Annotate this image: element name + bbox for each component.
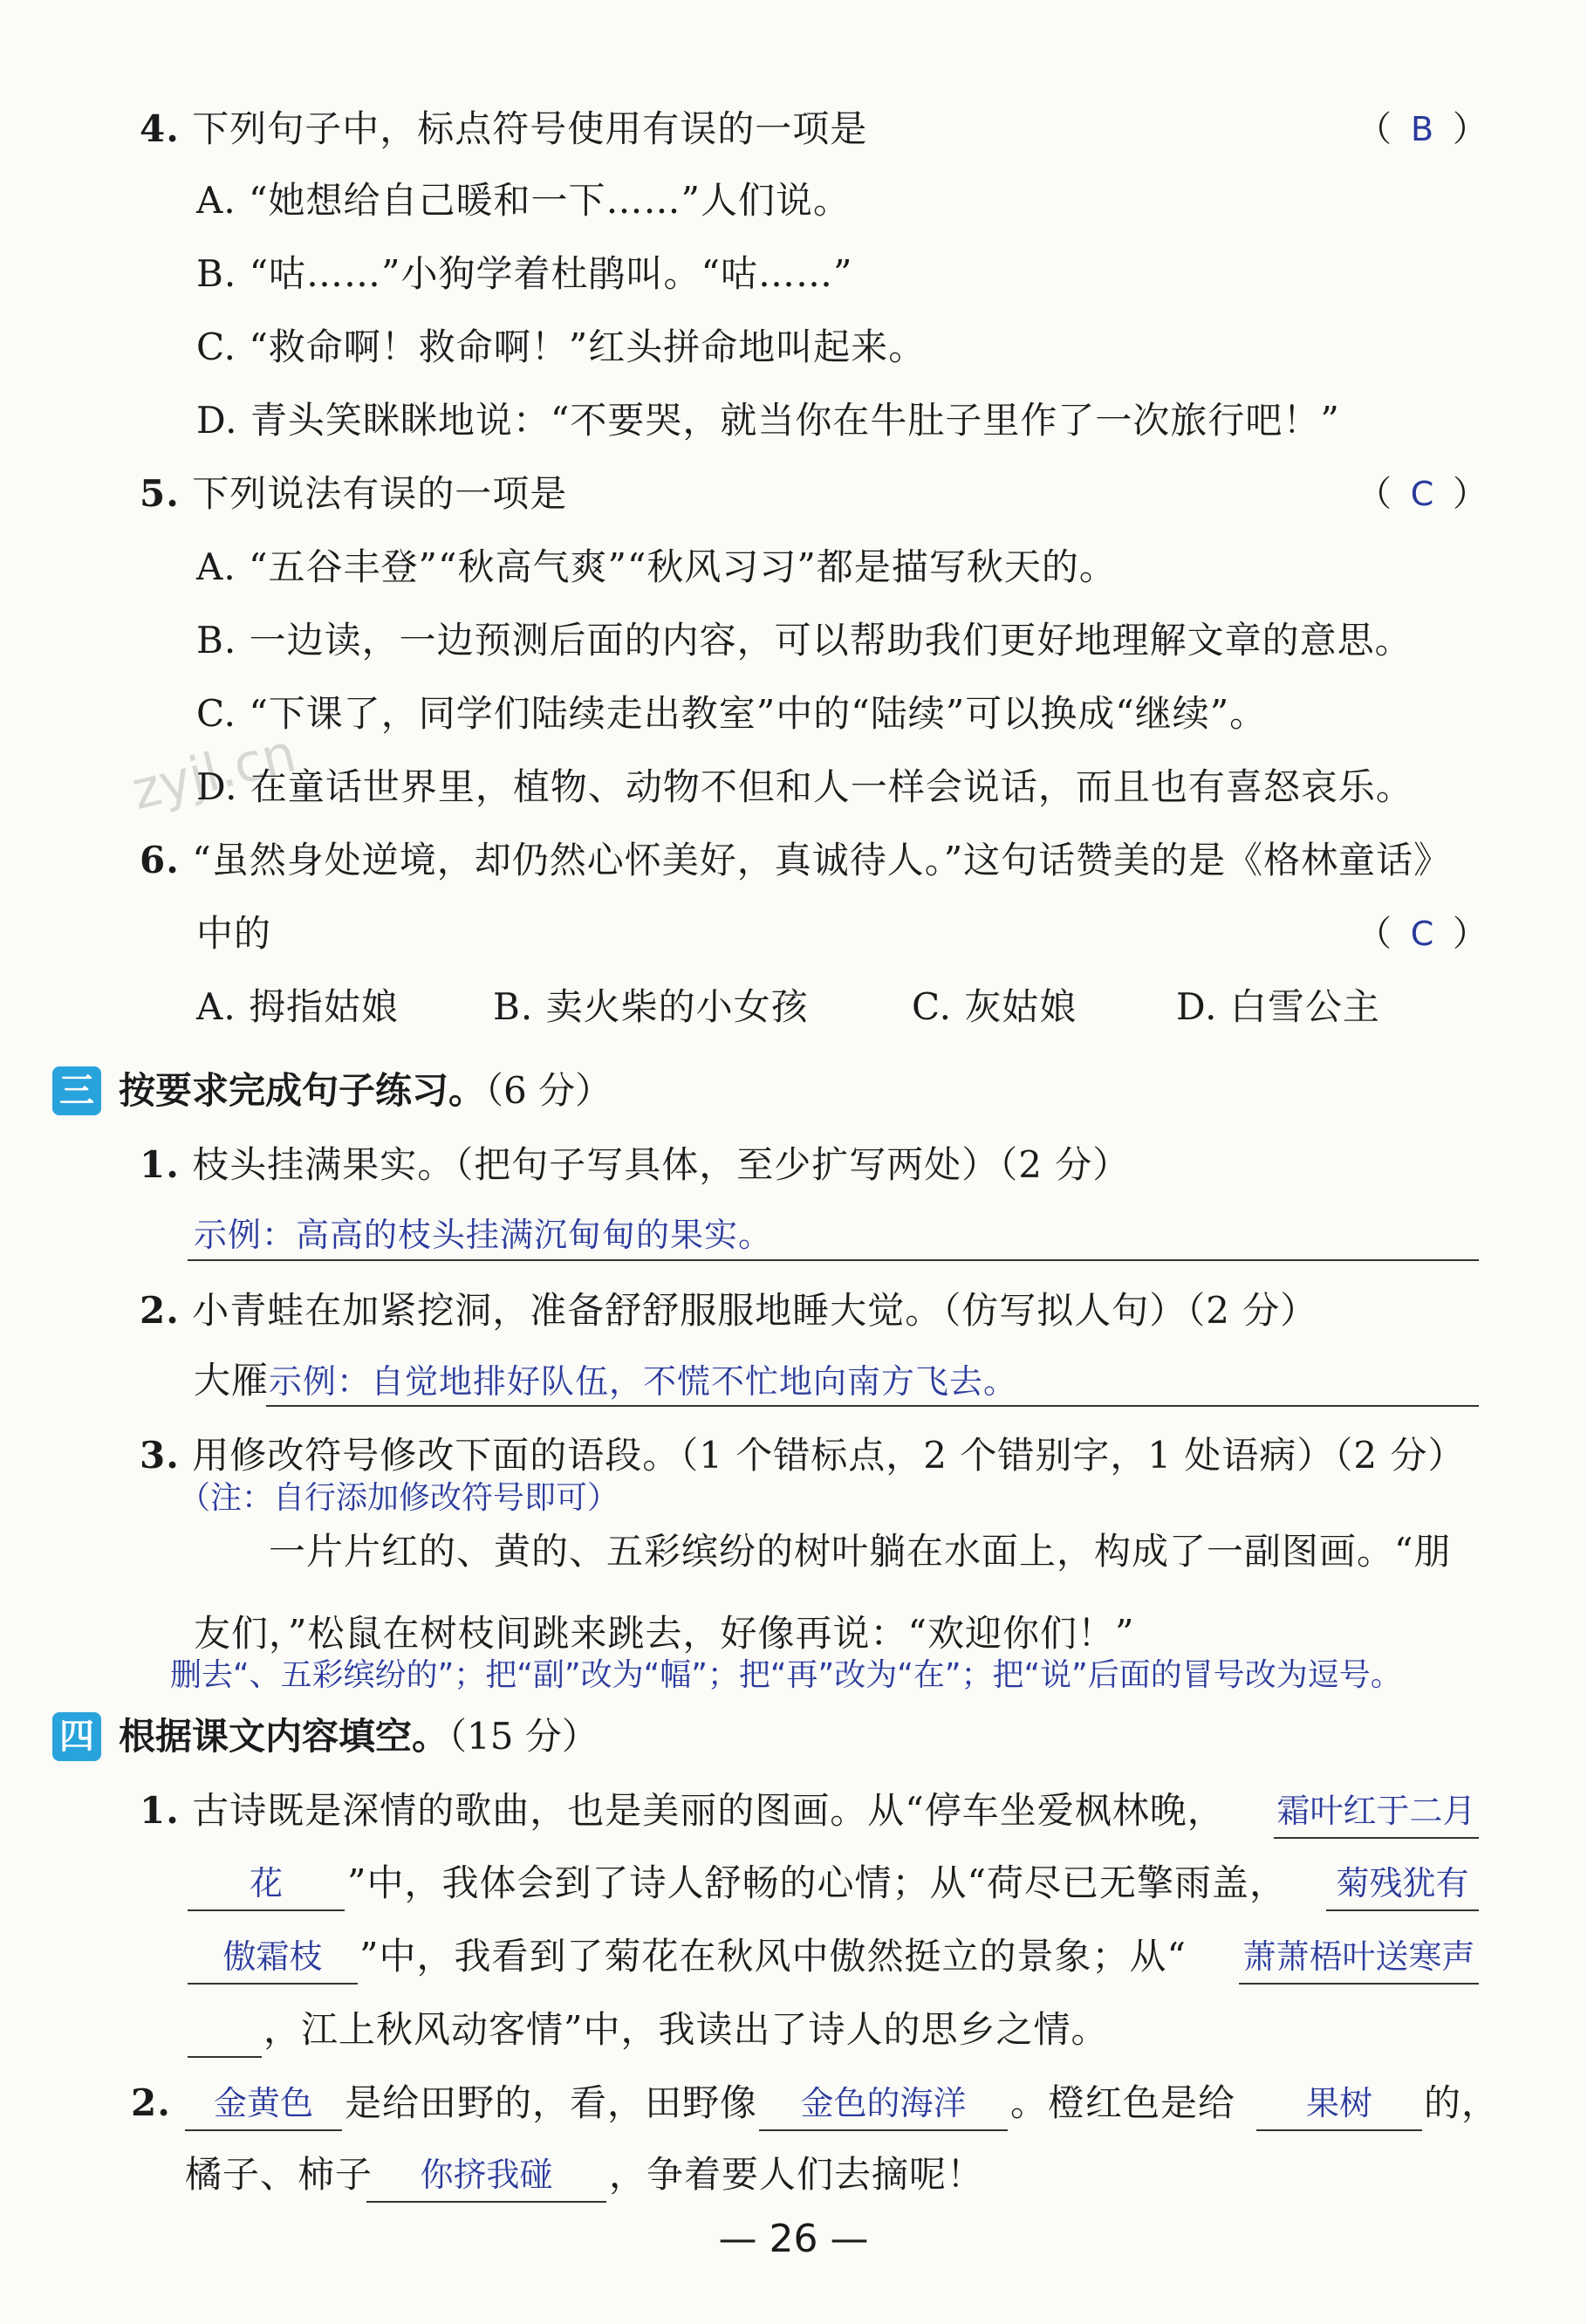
s4-q2-blank4 (366, 2149, 606, 2203)
s4-q2-number-wrap (131, 2077, 171, 2129)
watermark: zyjl.cn (126, 723, 303, 822)
s4-q1-blank1b (188, 1857, 345, 1911)
s3-q3-note: （注：自行添加修改符号即可） (179, 1480, 619, 1516)
section-4-title (119, 1710, 599, 1763)
paren-close: ） (1453, 914, 1488, 954)
q6-answer-paren (1357, 908, 1488, 960)
q6-option-b: B. 卖火柴的小女孩 (493, 985, 809, 1028)
s4-q2-blank2 (759, 2077, 1008, 2131)
s4-q2-answer3: 果树 (1305, 2084, 1372, 2122)
s4-q1-blank3 (1239, 1930, 1479, 1985)
q4-option-d: D. 青头笑眯眯地说：“不要哭，就当你在牛肚子里作了一次旅行吧！” (196, 399, 1340, 442)
q4-answer: B (1410, 110, 1434, 148)
s4-q1-blank1a (1274, 1785, 1479, 1839)
q6-option-c: C. 灰姑娘 (912, 985, 1077, 1028)
s4-q2-blank3 (1256, 2077, 1422, 2131)
q6-option-d: D. 白雪公主 (1176, 985, 1380, 1028)
s3-q1 (140, 1139, 1130, 1191)
s4-q2-answer1: 金黄色 (213, 2084, 313, 2122)
s3-q3-answer: 删去“、五彩缤纷的”；把“副”改为“幅”；把“再”改为“在”；把“说”后面的冒号改为逗号。 (170, 1657, 1402, 1693)
q5-option-b: B. 一边读，一边预测后面的内容，可以帮助我们更好地理解文章的意思。 (196, 619, 1413, 662)
s4-q1-answer1a: 霜叶红于二月 (1276, 1792, 1476, 1830)
q6-answer: C (1410, 915, 1434, 953)
s4-q1-answer3: 萧萧梧叶送寒声 (1242, 1937, 1475, 1976)
s3-q3-text: 用修改符号修改下面的语段。（1 个错标点，2 个错别字，1 处语病）（2 分） (192, 1434, 1466, 1477)
q6-option-a: A. 拇指姑娘 (196, 985, 400, 1028)
s4-q2-text-a: 是给田野的，看，田野像 (345, 2081, 758, 2124)
s3-q2-text: 小青蛙在加紧挖洞，准备舒舒服服地睡大觉。（仿写拟人句）（2 分） (192, 1289, 1318, 1332)
section-3-badge: 三 (52, 1066, 101, 1115)
q6-stem-line1: “虽然身处逆境，却仍然心怀美好，真诚待人。”这句话赞美的是《格林童话》 (192, 839, 1452, 881)
section-3-title (119, 1065, 612, 1117)
q6-number: 6. (140, 839, 180, 881)
q5-stem (140, 468, 567, 520)
s3-q2-number: 2. (140, 1289, 180, 1332)
s4-q2-answer2: 金色的海洋 (800, 2084, 967, 2122)
section-4-title-text: 根据课文内容填空。 (119, 1715, 449, 1758)
q4-option-c: C. “救命啊！救命啊！”红头拼命地叫起来。 (196, 326, 927, 368)
s3-q2 (140, 1285, 1317, 1337)
s4-q1-blank3-tail (188, 2004, 262, 2058)
s3-q3-number: 3. (140, 1434, 180, 1477)
s4-q1-blank2b (188, 1930, 358, 1985)
s4-q2-number: 2. (131, 2081, 171, 2124)
q4-stem-text: 下列句子中，标点符号使用有误的一项是 (192, 107, 868, 150)
page-number: — 26 — (718, 2217, 869, 2261)
paren-open: （ (1357, 109, 1392, 149)
paren-close: ） (1453, 474, 1488, 514)
section-4-badge: 四 (52, 1712, 101, 1761)
q4-stem (140, 103, 867, 155)
s4-q2-text-c: 的， (1424, 2081, 1500, 2124)
s4-q1-text-d: ，江上秋风动客情”中，我读出了诗人的思乡之情。 (263, 2008, 1109, 2051)
s3-q1-answer-line (188, 1259, 1479, 1261)
paren-close: ） (1453, 109, 1488, 149)
s4-q2-text-d: 橘子、柿子 (185, 2153, 373, 2196)
s3-q1-text: 枝头挂满果实。（把句子写具体，至少扩写两处）（2 分） (192, 1143, 1131, 1186)
q4-number: 4. (140, 107, 180, 150)
s3-q1-number: 1. (140, 1143, 180, 1186)
q5-option-a: A. “五谷丰登”“秋高气爽”“秋风习习”都是描写秋天的。 (196, 545, 1117, 588)
q5-option-d: D. 在童话世界里，植物、动物不但和人一样会说话，而且也有喜怒哀乐。 (196, 765, 1413, 808)
s4-q2-blank1 (185, 2077, 342, 2131)
q5-answer: C (1410, 475, 1434, 513)
s3-q2-answer: 示例：自觉地排好队伍，不慌不忙地向南方飞去。 (269, 1362, 1018, 1401)
section-3-points: （6 分） (485, 1069, 612, 1112)
s3-q3-passage-line1: 一片片红的、黄的、五彩缤纷的树叶躺在水面上，构成了一副图画。“朋 (269, 1530, 1452, 1573)
q5-answer-paren (1357, 468, 1488, 520)
s4-q1-answer2a: 菊残犹有 (1336, 1864, 1469, 1902)
q6-stem (140, 834, 1451, 887)
s4-q1-text-b: ”中，我体会到了诗人舒畅的心情；从“荷尽已无擎雨盖， (347, 1861, 1287, 1904)
q6-stem-line2: 中的 (196, 912, 272, 955)
paren-open: （ (1357, 914, 1392, 954)
s4-q1-number: 1. (140, 1789, 180, 1832)
s4-q1-answer2b: 傲霜枝 (222, 1937, 323, 1976)
s3-q2-answer-line (266, 1405, 1479, 1407)
s4-q2-text-e: ，争着要人们去摘呢！ (609, 2153, 985, 2196)
s4-q2-text-b: 。橙红色是给 (1010, 2081, 1236, 2124)
s4-q1-blank2a (1326, 1857, 1479, 1911)
s4-q1-line1 (140, 1785, 1225, 1837)
s4-q2-answer4: 你挤我碰 (420, 2156, 553, 2194)
paren-open: （ (1357, 474, 1392, 514)
section-4-points: （15 分） (448, 1715, 599, 1758)
s4-q1-text-c: ”中，我看到了菊花在秋风中傲然挺立的景象；从“ (359, 1935, 1187, 1978)
s4-q1-answer1b: 花 (249, 1864, 283, 1902)
q4-option-b: B. “咕……”小狗学着杜鹃叫。“咕……” (196, 252, 853, 295)
s4-q1-text-a: 古诗既是深情的歌曲，也是美丽的图画。从“停车坐爱枫林晚， (192, 1789, 1225, 1832)
s3-q3-passage-line2: 友们，”松鼠在树枝间跳来跳去，好像再说：“欢迎你们！” (194, 1612, 1135, 1655)
q5-number: 5. (140, 472, 180, 515)
section-3-title-text: 按要求完成句子练习。 (119, 1069, 486, 1112)
q5-stem-text: 下列说法有误的一项是 (192, 472, 568, 515)
s3-q2-answer-row (194, 1354, 1017, 1408)
q4-answer-paren (1357, 103, 1488, 155)
q5-option-c: C. “下课了，同学们陆续走出教室”中的“陆续”可以换成“继续”。 (196, 692, 1268, 735)
s3-q1-answer: 示例：高高的枝头挂满沉甸甸的果实。 (194, 1216, 773, 1254)
s3-q3 (140, 1429, 1466, 1482)
q4-option-a: A. “她想给自己暖和一下……”人们说。 (196, 179, 851, 222)
s3-q2-prefix: 大雁 (194, 1359, 270, 1402)
